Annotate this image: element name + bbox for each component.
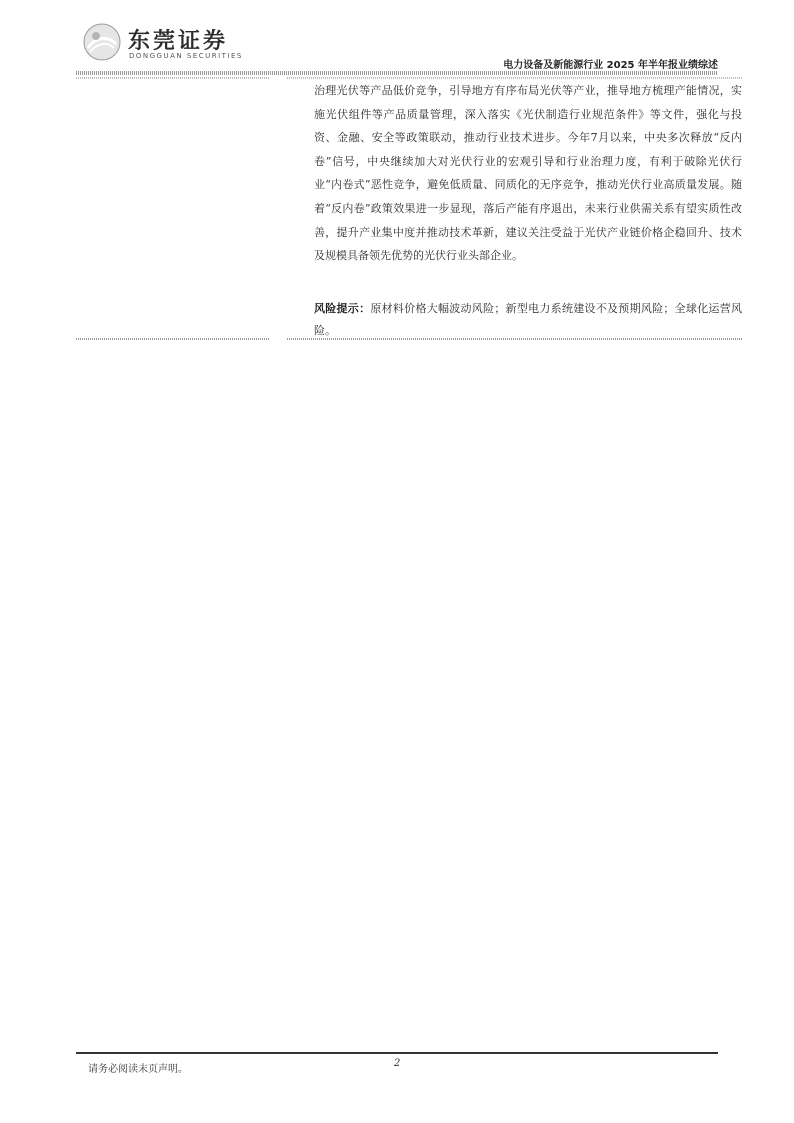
logo-emblem-icon [82,22,122,62]
logo-chinese-name: 东莞证券 [128,28,229,54]
sidebar-bottom-divider [76,338,270,340]
risk-disclosure [314,298,742,342]
logo-english-name: DONGGUAN SECURITIES [129,52,243,60]
company-logo [82,22,252,66]
body-paragraph: 治理光伏等产品低价竞争，引导地方有序布局光伏等产业，推导地方梳理产能情况，实施光伏组件等产品质量管理，深入落实《光伏制造行业规范条件》等文件，强化与投资、金融、安全等政策联动，推动行业技术进步。今年7月以来，中央多次释放“反内卷”信号，中央继续加大对光伏行业的宏观引导和行业治理力度，有利于破除光伏行业“内卷式”恶性竞争，避免低质量、同质化的无序竞争，推动光伏行业高质量发展。随着“反内卷”政策效果进一步显现，落后产能有序退出，未来行业供需关系有望实质性改善，提升产业集中度并推动技术革新，建议关注受益于光伏产业链价格企稳回升、技术及规模具备领先优势的光伏行业头部企业。 [314,84,742,263]
sidebar-top-divider [76,77,270,79]
risk-content: 原材料价格大幅波动风险；新型电力系统建设不及预期风险；全球化运营风险。 [314,302,743,337]
footer-divider [76,1052,718,1054]
disclaimer-note: 请务必阅读末页声明。 [88,1064,188,1075]
main-text-column [287,77,743,340]
risk-label: 风险提示： [314,302,371,315]
report-title: 电力设备及新能源行业 2025 年半年报业绩综述 [503,60,718,71]
header-divider [76,71,718,75]
main-bottom-divider [287,338,743,340]
page-number: 2 [394,1058,401,1069]
